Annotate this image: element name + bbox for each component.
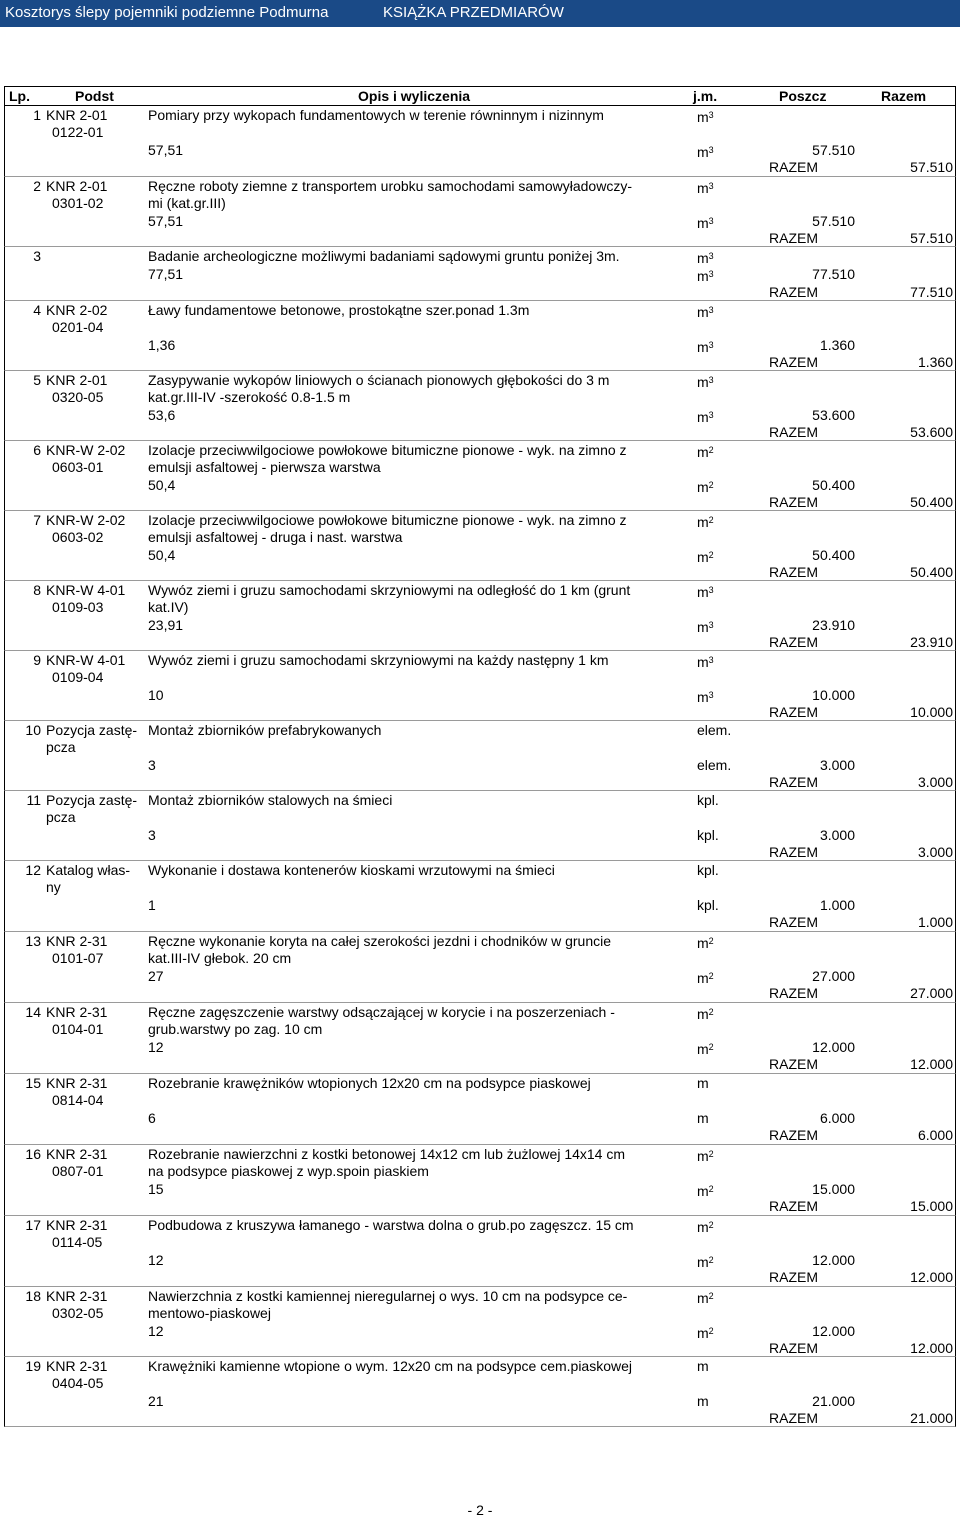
row-description-line2: kat.IV) <box>148 599 189 615</box>
row-poszcz-value: 57.510 <box>812 142 855 158</box>
row-razem-label: RAZEM <box>769 1269 818 1285</box>
row-unit: $m^2$ <box>697 1006 714 1022</box>
row-unit: kpl. <box>697 862 719 878</box>
row-podst-line1: KNR 2-31 <box>46 1146 108 1162</box>
row-razem-label: RAZEM <box>769 844 818 860</box>
row-podst-line1: KNR 2-31 <box>46 1075 108 1091</box>
row-lp: 8 <box>33 582 41 598</box>
row-description-line1: Badanie archeologiczne możliwymi badaniami sądowymi gruntu poniżej 3m. <box>148 248 620 264</box>
row-poszcz-value: 27.000 <box>812 968 855 984</box>
row-unit-repeat: $m^2$ <box>697 970 714 986</box>
row-lp: 15 <box>25 1075 41 1091</box>
row-podst-line2: pcza <box>46 739 76 755</box>
row-razem-label: RAZEM <box>769 914 818 930</box>
table-row <box>4 1074 956 1145</box>
row-poszcz-value: 3.000 <box>819 757 855 773</box>
row-lp: 10 <box>25 722 41 738</box>
row-quantity: 12 <box>148 1323 164 1339</box>
row-podst-line1: KNR 2-01 <box>46 178 108 194</box>
row-podst-line2: 0122-01 <box>52 124 104 140</box>
row-razem-label: RAZEM <box>769 424 818 440</box>
row-quantity: 23,91 <box>148 617 184 633</box>
row-podst-line1: Katalog włas- <box>46 862 131 878</box>
row-podst-line2: 0404-05 <box>52 1375 104 1391</box>
row-description-line1: Montaż zbiorników stalowych na śmieci <box>148 792 393 808</box>
table-row <box>4 441 956 511</box>
row-podst-line2: 0603-02 <box>52 529 104 545</box>
row-unit-repeat: $m^3$ <box>697 409 714 425</box>
row-razem-value: 50.400 <box>910 494 953 510</box>
row-podst-line1: KNR 2-01 <box>46 372 108 388</box>
row-lp: 13 <box>25 933 41 949</box>
row-podst-line1: KNR-W 2-02 <box>46 512 126 528</box>
row-podst-line2: 0807-01 <box>52 1163 104 1179</box>
row-poszcz-value: 21.000 <box>812 1393 855 1409</box>
row-lp: 5 <box>33 372 41 388</box>
row-description-line1: Podbudowa z kruszywa łamanego - warstwa dolna o grub.po zagęszcz. 15 cm <box>148 1217 634 1233</box>
col-lp: Lp. <box>9 88 30 104</box>
row-podst-line1: KNR 2-31 <box>46 933 108 949</box>
row-podst-line2: 0814-04 <box>52 1092 104 1108</box>
row-description-line1: Ławy fundamentowe betonowe, prostokątne szer.ponad 1.3m <box>148 302 530 318</box>
row-quantity: 15 <box>148 1181 164 1197</box>
table-row <box>4 511 956 581</box>
row-unit: $m^3$ <box>697 250 714 266</box>
row-podst-line2: 0320-05 <box>52 389 104 405</box>
row-podst-line1: KNR 2-31 <box>46 1217 108 1233</box>
row-description-line1: Krawężniki kamienne wtopione o wym. 12x20 cm na podsypce cem.piaskowej <box>148 1358 633 1374</box>
row-podst-line2: 0603-01 <box>52 459 104 475</box>
row-unit: m <box>697 1075 709 1091</box>
row-description-line2: mentowo-piaskowej <box>148 1305 271 1321</box>
row-razem-label: RAZEM <box>769 159 818 175</box>
row-unit: $m^2$ <box>697 1219 714 1235</box>
row-podst-line1: KNR-W 2-02 <box>46 442 126 458</box>
row-description-line1: Zasypywanie wykopów liniowych o ścianach pionowych głębokości do 3 m <box>148 372 610 388</box>
row-poszcz-value: 53.600 <box>812 407 855 423</box>
row-unit: elem. <box>697 722 732 738</box>
row-razem-value: 53.600 <box>910 424 953 440</box>
row-lp: 9 <box>33 652 41 668</box>
row-lp: 16 <box>25 1146 41 1162</box>
row-unit-repeat: kpl. <box>697 897 719 913</box>
row-description-line1: Wywóz ziemi i gruzu samochodami skrzyniowymi na każdy następny 1 km <box>148 652 609 668</box>
row-quantity: 27 <box>148 968 164 984</box>
row-poszcz-value: 3.000 <box>819 827 855 843</box>
row-unit: $m^2$ <box>697 935 714 951</box>
row-poszcz-value: 50.400 <box>812 477 855 493</box>
row-unit-repeat: elem. <box>697 757 732 773</box>
row-podst-line2: 0114-05 <box>52 1234 103 1250</box>
row-description-line2: kat.III-IV głebok. 20 cm <box>148 950 292 966</box>
row-unit-repeat: $m^2$ <box>697 1183 714 1199</box>
row-description-line1: Ręczne wykonanie koryta na całej szerokości jezdni i chodników w gruncie <box>148 933 612 949</box>
row-razem-label: RAZEM <box>769 774 818 790</box>
row-quantity: 57,51 <box>148 142 184 158</box>
row-unit-repeat: $m^2$ <box>697 1254 714 1270</box>
table-body <box>4 106 956 1427</box>
row-quantity: 21 <box>148 1393 164 1409</box>
row-quantity: 10 <box>148 687 164 703</box>
row-quantity: 50,4 <box>148 477 176 493</box>
row-podst-line1: KNR 2-31 <box>46 1288 108 1304</box>
row-podst-line1: KNR 2-31 <box>46 1358 108 1374</box>
row-lp: 4 <box>33 302 41 318</box>
row-unit: m <box>697 1358 709 1374</box>
row-razem-value: 12.000 <box>910 1340 953 1356</box>
row-razem-value: 12.000 <box>910 1269 953 1285</box>
row-description-line1: Izolacje przeciwwilgociowe powłokowe bitumiczne pionowe - wyk. na zimno z <box>148 442 627 458</box>
row-poszcz-value: 77.510 <box>812 266 855 282</box>
row-lp: 17 <box>25 1217 41 1233</box>
col-poszcz: Poszcz <box>779 88 827 104</box>
row-lp: 14 <box>25 1004 41 1020</box>
row-poszcz-value: 12.000 <box>812 1323 855 1339</box>
title-bar <box>0 0 960 27</box>
row-unit-repeat: $m^3$ <box>697 215 714 231</box>
row-razem-label: RAZEM <box>769 985 818 1001</box>
table-row <box>4 1357 956 1427</box>
row-razem-label: RAZEM <box>769 704 818 720</box>
row-razem-value: 57.510 <box>910 159 953 175</box>
row-description-line1: Wywóz ziemi i gruzu samochodami skrzyniowymi na odległość do 1 km (grunt <box>148 582 631 598</box>
table-row <box>4 247 956 301</box>
table-row <box>4 932 956 1003</box>
row-unit-repeat: m <box>697 1110 709 1126</box>
row-razem-label: RAZEM <box>769 1198 818 1214</box>
row-razem-value: 57.510 <box>910 230 953 246</box>
table-row <box>4 106 956 177</box>
row-quantity: 57,51 <box>148 213 184 229</box>
row-description-line1: Izolacje przeciwwilgociowe powłokowe bitumiczne pionowe - wyk. na zimno z <box>148 512 627 528</box>
przedmiar-table <box>4 86 956 1427</box>
row-podst-line2: 0301-02 <box>52 195 104 211</box>
row-poszcz-value: 10.000 <box>812 687 855 703</box>
row-unit-repeat: $m^2$ <box>697 1325 714 1341</box>
row-lp: 7 <box>33 512 41 528</box>
row-podst-line1: KNR 2-31 <box>46 1004 108 1020</box>
row-lp: 6 <box>33 442 41 458</box>
row-quantity: 1,36 <box>148 337 176 353</box>
row-poszcz-value: 15.000 <box>812 1181 855 1197</box>
row-description-line1: Rozebranie nawierzchni z kostki betonowej 14x12 cm lub żużlowej 14x14 cm <box>148 1146 626 1162</box>
table-row <box>4 1287 956 1357</box>
row-podst-line1: KNR-W 4-01 <box>46 652 126 668</box>
table-row <box>4 581 956 651</box>
row-razem-label: RAZEM <box>769 564 818 580</box>
row-poszcz-value: 50.400 <box>812 547 855 563</box>
row-description-line2: grub.warstwy po zag. 10 cm <box>148 1021 323 1037</box>
page-number: - 2 - <box>467 1502 493 1518</box>
row-podst-line2: 0101-07 <box>52 950 104 966</box>
table-row <box>4 651 956 721</box>
row-description-line1: Montaż zbiorników prefabrykowanych <box>148 722 382 738</box>
row-razem-value: 6.000 <box>917 1127 953 1143</box>
row-lp: 3 <box>33 248 41 264</box>
row-unit: $m^2$ <box>697 1290 714 1306</box>
row-lp: 11 <box>26 792 41 808</box>
row-unit-repeat: $m^3$ <box>697 619 714 635</box>
row-poszcz-value: 23.910 <box>812 617 855 633</box>
row-unit-repeat: m <box>697 1393 709 1409</box>
row-podst-line1: Pozycja zastę- <box>46 722 138 738</box>
row-unit-repeat: $m^3$ <box>697 689 714 705</box>
row-razem-label: RAZEM <box>769 494 818 510</box>
table-row <box>4 861 956 932</box>
row-description-line2: emulsji asfaltowej - pierwsza warstwa <box>148 459 381 475</box>
row-razem-label: RAZEM <box>769 1056 818 1072</box>
table-row <box>4 1003 956 1074</box>
document-subtitle: KSIĄŻKA PRZEDMIARÓW <box>383 4 564 21</box>
row-unit-repeat: $m^3$ <box>697 144 714 160</box>
row-lp: 19 <box>25 1358 41 1374</box>
row-unit-repeat: $m^3$ <box>697 339 714 355</box>
row-razem-value: 15.000 <box>910 1198 953 1214</box>
row-lp: 2 <box>33 178 41 194</box>
table-row <box>4 1145 956 1216</box>
row-description-line2: kat.gr.III-IV -szerokość 0.8-1.5 m <box>148 389 351 405</box>
row-unit-repeat: $m^2$ <box>697 549 714 565</box>
row-podst-line1: KNR 2-02 <box>46 302 108 318</box>
row-description-line2: na podsypce piaskowej z wyp.spoin piaskiem <box>148 1163 429 1179</box>
col-jm: j.m. <box>693 88 718 104</box>
row-podst-line1: KNR-W 4-01 <box>46 582 126 598</box>
row-unit: $m^2$ <box>697 514 714 530</box>
row-razem-label: RAZEM <box>769 230 818 246</box>
row-unit: kpl. <box>697 792 719 808</box>
row-razem-value: 10.000 <box>910 704 953 720</box>
row-unit-repeat: $m^2$ <box>697 479 714 495</box>
row-razem-value: 1.000 <box>917 914 953 930</box>
row-description-line1: Pomiary przy wykopach fundamentowych w terenie równinnym i nizinnym <box>148 107 604 123</box>
row-podst-line2: 0109-04 <box>52 669 104 685</box>
row-razem-value: 77.510 <box>910 284 953 300</box>
row-razem-value: 23.910 <box>910 634 953 650</box>
row-razem-label: RAZEM <box>769 1410 818 1426</box>
table-row <box>4 371 956 441</box>
row-lp: 1 <box>33 107 41 123</box>
row-razem-value: 12.000 <box>910 1056 953 1072</box>
row-quantity: 50,4 <box>148 547 176 563</box>
row-unit: $m^3$ <box>697 374 714 390</box>
row-unit-repeat: $m^3$ <box>697 268 714 284</box>
row-podst-line2: 0109-03 <box>52 599 104 615</box>
row-razem-label: RAZEM <box>769 354 818 370</box>
row-razem-label: RAZEM <box>769 284 818 300</box>
row-unit: $m^3$ <box>697 654 714 670</box>
row-poszcz-value: 6.000 <box>819 1110 855 1126</box>
row-poszcz-value: 12.000 <box>812 1252 855 1268</box>
row-description-line1: Ręczne zagęszczenie warstwy odsączającej w korycie i na poszerzeniach - <box>148 1004 615 1020</box>
row-description-line1: Wykonanie i dostawa kontenerów kioskami wrzutowymi na śmieci <box>148 862 555 878</box>
row-quantity: 53,6 <box>148 407 176 423</box>
table-row <box>4 177 956 247</box>
table-row <box>4 721 956 791</box>
row-unit: $m^3$ <box>697 109 714 125</box>
row-podst-line2: 0302-05 <box>52 1305 104 1321</box>
row-description-line1: Ręczne roboty ziemne z transportem urobku samochodami samowyładowczy- <box>148 178 632 194</box>
row-quantity: 12 <box>148 1039 164 1055</box>
document-title: Kosztorys ślepy pojemniki podziemne Podmurna <box>5 4 329 21</box>
row-poszcz-value: 1.360 <box>819 337 855 353</box>
row-description-line1: Rozebranie krawężników wtopionych 12x20 cm na podsypce piaskowej <box>148 1075 591 1091</box>
row-poszcz-value: 12.000 <box>812 1039 855 1055</box>
row-lp: 12 <box>25 862 41 878</box>
table-row <box>4 791 956 861</box>
row-razem-label: RAZEM <box>769 634 818 650</box>
row-lp: 18 <box>25 1288 41 1304</box>
row-razem-value: 1.360 <box>917 354 953 370</box>
table-row <box>4 1216 956 1287</box>
row-unit: $m^3$ <box>697 304 714 320</box>
row-unit: $m^3$ <box>697 584 714 600</box>
row-razem-value: 3.000 <box>917 844 953 860</box>
row-quantity: 1 <box>148 897 156 913</box>
row-podst-line2: 0201-04 <box>52 319 104 335</box>
col-podst: Podst <box>75 88 114 104</box>
row-poszcz-value: 57.510 <box>812 213 855 229</box>
row-podst-line2: ny <box>46 879 61 895</box>
row-podst-line2: 0104-01 <box>52 1021 104 1037</box>
row-razem-value: 50.400 <box>910 564 953 580</box>
row-quantity: 6 <box>148 1110 156 1126</box>
row-poszcz-value: 1.000 <box>819 897 855 913</box>
row-podst-line2: pcza <box>46 809 76 825</box>
table-row <box>4 301 956 371</box>
row-quantity: 77,51 <box>148 266 184 282</box>
row-unit-repeat: $m^2$ <box>697 1041 714 1057</box>
row-razem-value: 27.000 <box>910 985 953 1001</box>
row-unit: $m^2$ <box>697 444 714 460</box>
row-unit-repeat: kpl. <box>697 827 719 843</box>
row-podst-line1: Pozycja zastę- <box>46 792 138 808</box>
col-opis: Opis i wyliczenia <box>358 88 471 104</box>
row-razem-value: 21.000 <box>910 1410 953 1426</box>
row-description-line1: Nawierzchnia z kostki kamiennej nieregularnej o wys. 10 cm na podsypce ce- <box>148 1288 628 1304</box>
table-header <box>4 86 956 106</box>
row-quantity: 3 <box>148 757 156 773</box>
row-podst-line1: KNR 2-01 <box>46 107 108 123</box>
row-description-line2: emulsji asfaltowej - druga i nast. warstwa <box>148 529 403 545</box>
row-razem-value: 3.000 <box>917 774 953 790</box>
row-unit: $m^3$ <box>697 180 714 196</box>
row-quantity: 3 <box>148 827 156 843</box>
col-razem: Razem <box>881 88 927 104</box>
row-description-line2: mi (kat.gr.III) <box>148 195 226 211</box>
row-quantity: 12 <box>148 1252 164 1268</box>
row-unit: $m^2$ <box>697 1148 714 1164</box>
row-razem-label: RAZEM <box>769 1127 818 1143</box>
row-razem-label: RAZEM <box>769 1340 818 1356</box>
